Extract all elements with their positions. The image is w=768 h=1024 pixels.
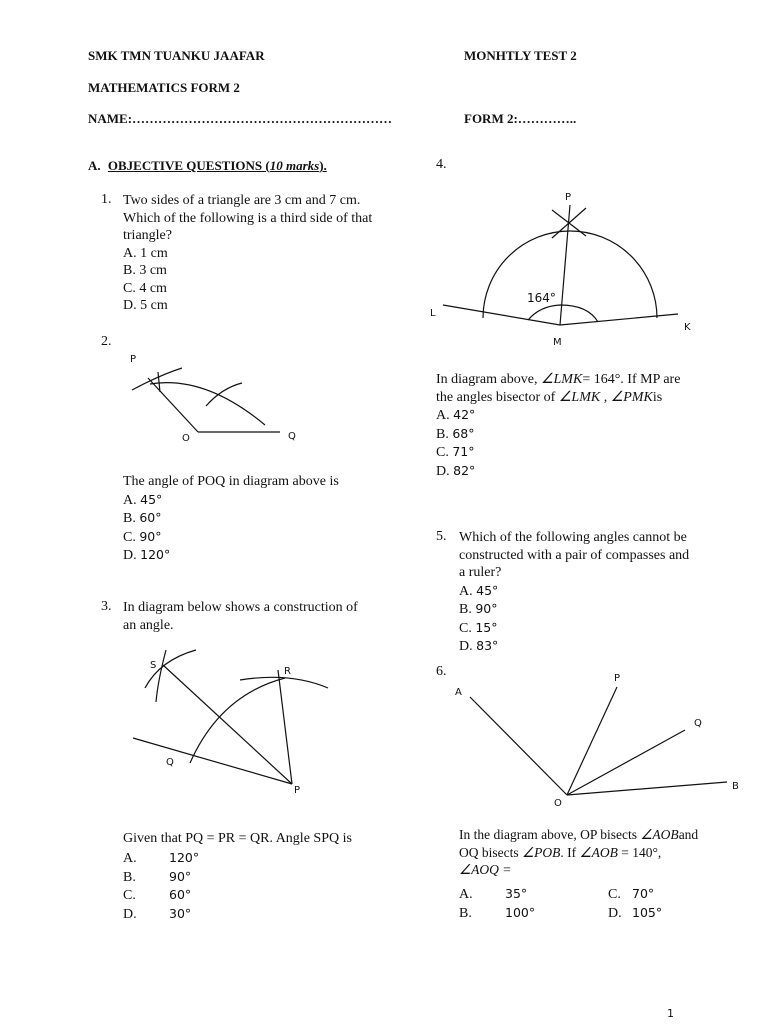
question-1-option-b: B. 3 cm — [123, 263, 167, 278]
label-q: Q — [694, 718, 702, 729]
question-5-option-a: A. 45° — [459, 582, 499, 599]
label-p: P — [130, 354, 137, 365]
question-5-stem-line: constructed with a pair of compasses and — [459, 547, 690, 563]
ray-ob — [567, 782, 727, 795]
question-1-option-d: D. 5 cm — [123, 298, 168, 313]
section-title: OBJECTIVE QUESTIONS (10 marks). — [107, 158, 327, 173]
question-5-option-c: C. 15° — [459, 619, 498, 636]
question-3-option-a: A. 120° — [123, 850, 200, 866]
label-q: Q — [288, 431, 296, 442]
label-angle: 164° — [527, 291, 556, 305]
label-a: A — [455, 687, 462, 698]
question-5-option-b: B. 90° — [459, 601, 498, 617]
page-number: 1 — [667, 1007, 674, 1020]
question-6-option-c: C. 70° — [608, 886, 655, 902]
question-3-number: 3. — [101, 599, 112, 614]
question-6-options-right — [608, 885, 662, 922]
ray-op — [567, 687, 617, 795]
question-1-option-c: C. 4 cm — [123, 280, 167, 296]
question-2-option-c: C. 90° — [123, 528, 162, 545]
ray-oa — [470, 697, 567, 795]
question-6-number: 6. — [436, 664, 447, 679]
question-4-number: 4. — [436, 157, 447, 172]
label-k: K — [684, 322, 691, 333]
question-4-option-d: D. 82° — [436, 462, 476, 479]
question-4-stem-line: the angles bisector of ∠LMK , ∠PMKis — [436, 389, 663, 405]
question-6-option-d: D. 105° — [608, 904, 663, 921]
section-letter: A. — [88, 158, 101, 173]
question-4-stem-line: In diagram above, ∠LMK= 164°. If MP are — [436, 372, 681, 387]
subject-title: MATHEMATICS FORM 2 — [88, 80, 240, 95]
question-2-stem: The angle of POQ in diagram above is — [123, 474, 339, 489]
label-o: O — [554, 798, 562, 809]
question-2-number: 2. — [101, 334, 112, 349]
question-5-stem-line: a ruler? — [459, 565, 502, 580]
label-o: O — [182, 433, 190, 444]
section-marks: 10 marks — [269, 158, 320, 173]
label-r: R — [284, 666, 291, 677]
label-p: P — [294, 785, 301, 796]
question-6-option-a: A. 35° — [459, 886, 528, 902]
name-field: NAME:…………………………………………………… — [88, 111, 393, 126]
label-b: B — [732, 781, 739, 792]
question-3-option-b: B. 90° — [123, 868, 192, 885]
question-6-option-b: B. 100° — [459, 904, 536, 921]
question-6-options — [459, 885, 535, 922]
question-4-option-a: A. 42° — [436, 407, 476, 423]
test-title: MONHTLY TEST 2 — [464, 48, 577, 63]
form-field: FORM 2:………….. — [464, 111, 577, 126]
question-3-stem: In diagram below shows a construction of an angle. — [123, 600, 358, 633]
question-4-option-b: B. 68° — [436, 425, 475, 442]
ray-oq — [567, 730, 685, 795]
question-5-number: 5. — [436, 529, 447, 544]
question-5-stem-line: Which of the following angles cannot be — [459, 530, 687, 545]
question-5-option-d: D. 83° — [459, 638, 499, 654]
question-1-number: 1. — [101, 192, 112, 207]
question-6-text — [459, 826, 698, 879]
question-6-stem-line: In the diagram above, OP bisects ∠AOBand — [459, 827, 699, 842]
label-p: P — [614, 673, 621, 684]
question-1-stem-line: triangle? — [123, 228, 172, 243]
question-6-stem-line: ∠AOQ = — [459, 862, 512, 877]
label-m: M — [553, 337, 562, 348]
question-2-option-d: D. 120° — [123, 547, 171, 563]
label-q: Q — [166, 757, 174, 768]
question-1-option-a: A. 1 cm — [123, 245, 168, 261]
question-3-given: Given that PQ = PR = QR. Angle SPQ is — [123, 831, 352, 846]
question-6-stem-line: OQ bisects ∠POB. If ∠AOB = 140°, — [459, 844, 662, 860]
label-p: P — [565, 192, 572, 203]
question-2-option-b: B. 60° — [123, 510, 162, 526]
question-1-stem-line: Which of the following is a third side of that — [123, 210, 373, 226]
question-3-option-d: D. 30° — [123, 905, 192, 922]
question-3-option-c: C. 60° — [123, 887, 192, 903]
school-name: SMK TMN TUANKU JAAFAR — [88, 48, 265, 63]
question-2-option-a: A. 45° — [123, 491, 163, 508]
question-4-option-c: C. 71° — [436, 444, 475, 460]
label-s: S — [150, 660, 157, 671]
question-1-stem-line: Two sides of a triangle are 3 cm and 7 cm. — [123, 193, 361, 208]
label-l: L — [430, 308, 436, 319]
